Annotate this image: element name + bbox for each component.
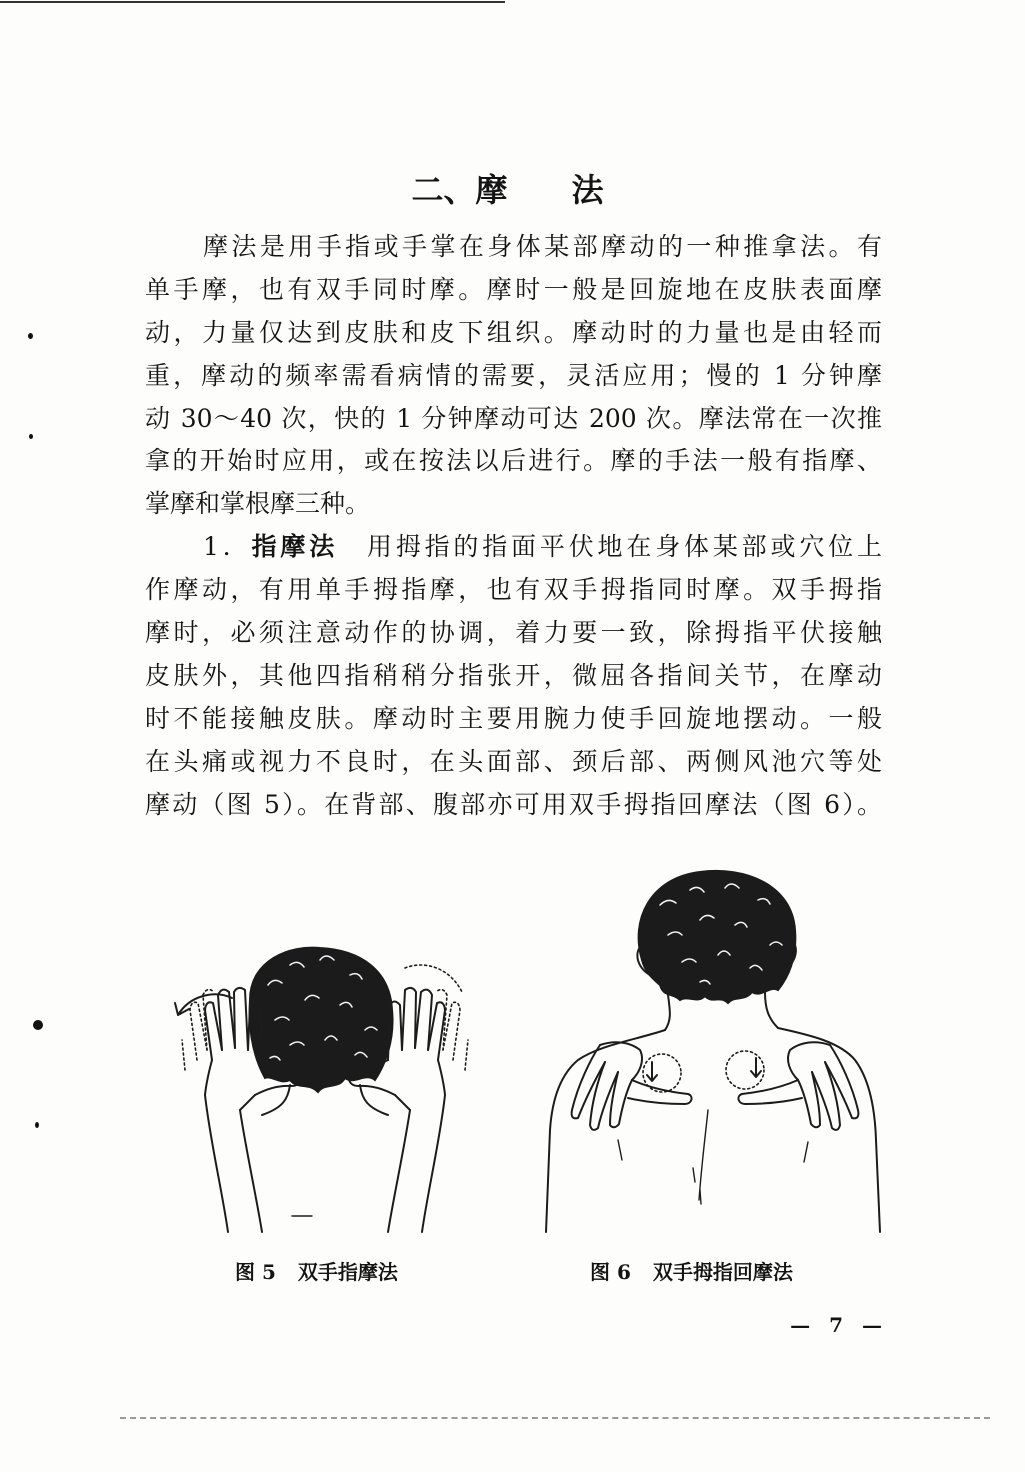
- rotation-marks: [643, 1051, 764, 1092]
- figure-5-illustration: [160, 940, 480, 1240]
- spine: [699, 1110, 708, 1200]
- neck-and-shoulders: [546, 992, 880, 1232]
- scan-speck: [28, 333, 33, 339]
- text-line: 皮肤外，其他四指稍稍分指张开，微屈各指间关节，在摩动: [145, 660, 882, 690]
- figure-6-illustration: [535, 860, 890, 1240]
- text-line: 单手摩，也有双手同时摩。摩时一般是回旋地在皮肤表面摩: [145, 274, 882, 304]
- figure-5-caption: [235, 1258, 398, 1286]
- left-forearm-outer: [205, 1095, 228, 1232]
- text-line: 拿的开始时应用，或在按法以后进行。摩的手法一般有指摩、: [145, 446, 882, 476]
- finger: [402, 988, 416, 1050]
- figure-6-caption: [590, 1258, 793, 1286]
- down-arrow-left: [647, 1062, 657, 1081]
- hair-mass: [639, 871, 796, 1003]
- text-line: 动 30～40 次，快的 1 分钟摩动可达 200 次。摩法常在一次推: [145, 403, 882, 433]
- finger: [415, 990, 432, 1050]
- down-arrow-right: [751, 1058, 761, 1077]
- text-line: 摩时，必须注意动作的协调，着力要一致，除拇指平伏接触: [145, 618, 882, 648]
- top-rule: [0, 1, 505, 3]
- palm-edge: [205, 1060, 212, 1095]
- left-hand: [572, 1042, 692, 1130]
- left-shoulder: [546, 1030, 665, 1232]
- wrist: [240, 1095, 255, 1110]
- finger: [798, 1072, 820, 1127]
- hair: [250, 948, 393, 1092]
- right-forearm-outer: [422, 1095, 445, 1232]
- finger-trace: [465, 1040, 468, 1070]
- scan-speck: [35, 1122, 39, 1128]
- page-number: — 7 —: [790, 1313, 882, 1337]
- figure-label: 图 6: [590, 1260, 631, 1284]
- left-forearm-inner: [240, 1110, 262, 1232]
- text-line: 掌摩和掌根摩三种。: [145, 489, 371, 519]
- text-line: 摩动（图 5）。在背部、腹部亦可用双手拇指回摩法（图 6）。: [145, 789, 882, 819]
- text-line: 时不能接触皮肤。摩动时主要用腕力使手回旋地摆动。一般: [145, 703, 882, 733]
- text-line: [145, 526, 882, 569]
- text-line: 摩法是用手指或手掌在身体某部摩动的一种推拿法。有: [203, 232, 882, 261]
- hair: [639, 871, 796, 1003]
- rotation-circle-right: [726, 1051, 764, 1089]
- right-forearm-inner: [388, 1110, 410, 1232]
- text-run: 用拇指的指面平伏地在身体某部或穴位上: [366, 532, 882, 562]
- thumb: [738, 1080, 802, 1104]
- paragraph: [145, 226, 882, 526]
- finger: [572, 1045, 605, 1118]
- item-number: 1．: [203, 532, 252, 562]
- palm-edge: [438, 1060, 445, 1095]
- figure-caption-text: 双手拇指回摩法: [652, 1260, 793, 1284]
- finger: [825, 1045, 858, 1118]
- scan-speck: [33, 1020, 43, 1030]
- neck-left: [665, 995, 670, 1030]
- text-line: 重，摩动的频率需看病情的需要，灵活应用；慢的 1 分钟摩: [145, 360, 882, 390]
- wrist: [395, 1095, 410, 1110]
- finger-trace: [182, 1040, 185, 1070]
- palm-top: [788, 1042, 830, 1080]
- paragraph: [145, 526, 882, 826]
- hair-mass: [250, 948, 393, 1092]
- neck-right: [765, 992, 778, 1028]
- text-line: 在头痛或视力不良时，在头面部、颈后部、两侧风池穴等处: [145, 746, 882, 776]
- body-text: [145, 226, 882, 826]
- neck-and-shoulders: [262, 1085, 388, 1216]
- section-title: 二、摩 法: [411, 171, 604, 209]
- forearms: [205, 1095, 445, 1232]
- figure-caption-text: 双手指摩法: [297, 1260, 398, 1284]
- text-line: 作摩动，有用单手拇指摩，也有双手拇指同时摩。双手拇指: [145, 575, 882, 605]
- rotation-circle-left: [643, 1054, 681, 1092]
- scan-speck: [29, 434, 33, 439]
- right-shoulder: [778, 1028, 880, 1232]
- finger: [610, 1072, 632, 1127]
- figure-label: 图 5: [235, 1260, 276, 1284]
- bottom-rule: [120, 1417, 990, 1419]
- text-line: 动，力量仅达到皮肤和皮下组织。摩动时的力量也是由轻而: [145, 317, 882, 347]
- finger: [234, 988, 248, 1050]
- term-heading: 指摩法: [251, 532, 339, 562]
- back-marks: [618, 1140, 808, 1204]
